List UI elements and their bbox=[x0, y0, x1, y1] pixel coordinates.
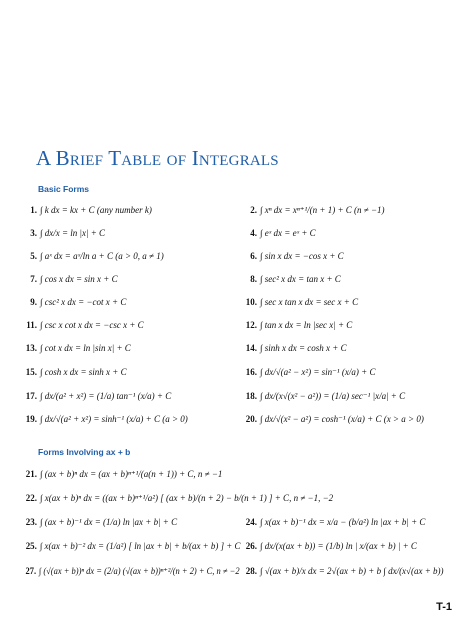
formula-number: 4. bbox=[250, 227, 257, 238]
formula-19 bbox=[22, 408, 188, 430]
formula-5 bbox=[22, 245, 164, 267]
formula-15 bbox=[22, 361, 127, 383]
formula-number: 10. bbox=[245, 296, 257, 307]
formula-12 bbox=[242, 314, 352, 336]
formula-expression: ∫ csc x cot x dx = −csc x + C bbox=[40, 319, 144, 330]
page-title: A Brief Table of Integrals bbox=[36, 146, 279, 170]
formula-16 bbox=[242, 361, 375, 383]
formula-9 bbox=[22, 291, 126, 313]
formula-6 bbox=[242, 245, 344, 267]
formula-expression: ∫ dx/√(a² − x²) = sin⁻¹ (x/a) + C bbox=[260, 366, 376, 377]
page-number: T-1 bbox=[436, 601, 452, 613]
formula-13 bbox=[22, 337, 131, 359]
formula-number: 21. bbox=[25, 468, 37, 479]
formula-number: 27. bbox=[25, 565, 37, 576]
formula-expression: ∫ aˣ dx = aˣ/ln a + C (a > 0, a ≠ 1) bbox=[40, 250, 164, 261]
formula-number: 22. bbox=[25, 492, 37, 503]
formula-number: 19. bbox=[25, 413, 37, 424]
formula-expression: ∫ x(ax + b)⁻¹ dx = x/a − (b/a²) ln |ax + b| + C bbox=[260, 516, 426, 527]
formula-expression: ∫ k dx = kx + C (any number k) bbox=[40, 204, 152, 215]
formula-number: 24. bbox=[245, 516, 257, 527]
formula-expression: ∫ cosh x dx = sinh x + C bbox=[40, 366, 127, 377]
formula-expression: ∫ sec x tan x dx = sec x + C bbox=[260, 296, 359, 307]
formula-28 bbox=[242, 560, 444, 582]
formula-25 bbox=[22, 535, 240, 557]
formula-number: 14. bbox=[245, 342, 257, 353]
formula-number: 9. bbox=[30, 296, 37, 307]
formula-expression: ∫ dx/(x(ax + b)) = (1/b) ln | x/(ax + b) | + C bbox=[260, 540, 417, 551]
formula-expression: ∫ (√(ax + b))ⁿ dx = (2/a) (√(ax + b))ⁿ⁺²/(n + 2) + C, n ≠ −2 bbox=[38, 565, 240, 576]
formula-number: 15. bbox=[25, 366, 37, 377]
formula-24 bbox=[242, 511, 425, 533]
formula-18 bbox=[242, 385, 405, 407]
formula-number: 17. bbox=[25, 390, 37, 401]
formula-number: 20. bbox=[245, 413, 257, 424]
formula-26 bbox=[242, 535, 417, 557]
formula-21 bbox=[22, 463, 222, 485]
formula-20 bbox=[242, 408, 424, 430]
formula-4 bbox=[242, 222, 316, 244]
formula-14 bbox=[242, 337, 347, 359]
formula-expression: ∫ csc² x dx = −cot x + C bbox=[40, 296, 127, 307]
formula-expression: ∫ dx/(a² + x²) = (1/a) tan⁻¹ (x/a) + C bbox=[40, 390, 172, 401]
formula-number: 28. bbox=[245, 565, 257, 576]
formula-23 bbox=[22, 511, 177, 533]
formula-number: 1. bbox=[30, 204, 37, 215]
formula-expression: ∫ tan x dx = ln |sec x| + C bbox=[260, 319, 353, 330]
formula-number: 25. bbox=[25, 540, 37, 551]
formula-number: 18. bbox=[245, 390, 257, 401]
formula-expression: ∫ (ax + b)ⁿ dx = (ax + b)ⁿ⁺¹/(a(n + 1)) + C, n ≠ −1 bbox=[40, 468, 223, 479]
formula-number: 26. bbox=[245, 540, 257, 551]
section-heading-forms-ax-b: Forms Involving ax + b bbox=[38, 447, 131, 457]
formula-number: 7. bbox=[30, 273, 37, 284]
formula-expression: ∫ √(ax + b)/x dx = 2√(ax + b) + b ∫ dx/(x√(ax + b)) bbox=[260, 565, 444, 576]
formula-expression: ∫ sinh x dx = cosh x + C bbox=[260, 342, 347, 353]
formula-number: 11. bbox=[26, 319, 37, 330]
formula-11 bbox=[22, 314, 144, 336]
formula-7 bbox=[22, 268, 118, 290]
formula-17 bbox=[22, 385, 171, 407]
formula-number: 13. bbox=[25, 342, 37, 353]
formula-expression: ∫ cos x dx = sin x + C bbox=[40, 273, 118, 284]
formula-expression: ∫ x(ax + b)ⁿ dx = ((ax + b)ⁿ⁺¹/a²) [ (ax + b)/(n + 2) − b/(n + 1) ] + C, n ≠ −1, −2 bbox=[40, 492, 334, 503]
formula-expression: ∫ (ax + b)⁻¹ dx = (1/a) ln |ax + b| + C bbox=[40, 516, 178, 527]
formula-number: 16. bbox=[245, 366, 257, 377]
formula-expression: ∫ dx/√(x² − a²) = cosh⁻¹ (x/a) + C (x > a > 0) bbox=[260, 413, 424, 424]
formula-number: 3. bbox=[30, 227, 37, 238]
formula-number: 12. bbox=[245, 319, 257, 330]
formula-number: 23. bbox=[25, 516, 37, 527]
formula-expression: ∫ cot x dx = ln |sin x| + C bbox=[40, 342, 131, 353]
formula-expression: ∫ x(ax + b)⁻² dx = (1/a²) [ ln |ax + b| + b/(ax + b) ] + C bbox=[39, 540, 241, 551]
formula-number: 5. bbox=[30, 250, 37, 261]
formula-expression: ∫ xⁿ dx = xⁿ⁺¹/(n + 1) + C (n ≠ −1) bbox=[260, 204, 385, 215]
formula-number: 8. bbox=[250, 273, 257, 284]
formula-expression: ∫ eˣ dx = eˣ + C bbox=[260, 227, 316, 238]
formula-2 bbox=[242, 199, 385, 221]
formula-10 bbox=[242, 291, 358, 313]
formula-22 bbox=[22, 487, 333, 509]
formula-expression: ∫ sec² x dx = tan x + C bbox=[260, 273, 341, 284]
formula-expression: ∫ sin x dx = −cos x + C bbox=[260, 250, 344, 261]
formula-1 bbox=[22, 199, 152, 221]
section-heading-basic-forms: Basic Forms bbox=[38, 184, 90, 194]
formula-8 bbox=[242, 268, 341, 290]
formula-expression: ∫ dx/x = ln |x| + C bbox=[40, 227, 106, 238]
formula-number: 2. bbox=[250, 204, 257, 215]
formula-expression: ∫ dx/√(a² + x²) = sinh⁻¹ (x/a) + C (a > 0) bbox=[40, 413, 188, 424]
formula-number: 6. bbox=[250, 250, 257, 261]
formula-3 bbox=[22, 222, 105, 244]
formula-27 bbox=[22, 560, 240, 582]
formula-expression: ∫ dx/(x√(x² − a²)) = (1/a) sec⁻¹ |x/a| + C bbox=[260, 390, 406, 401]
